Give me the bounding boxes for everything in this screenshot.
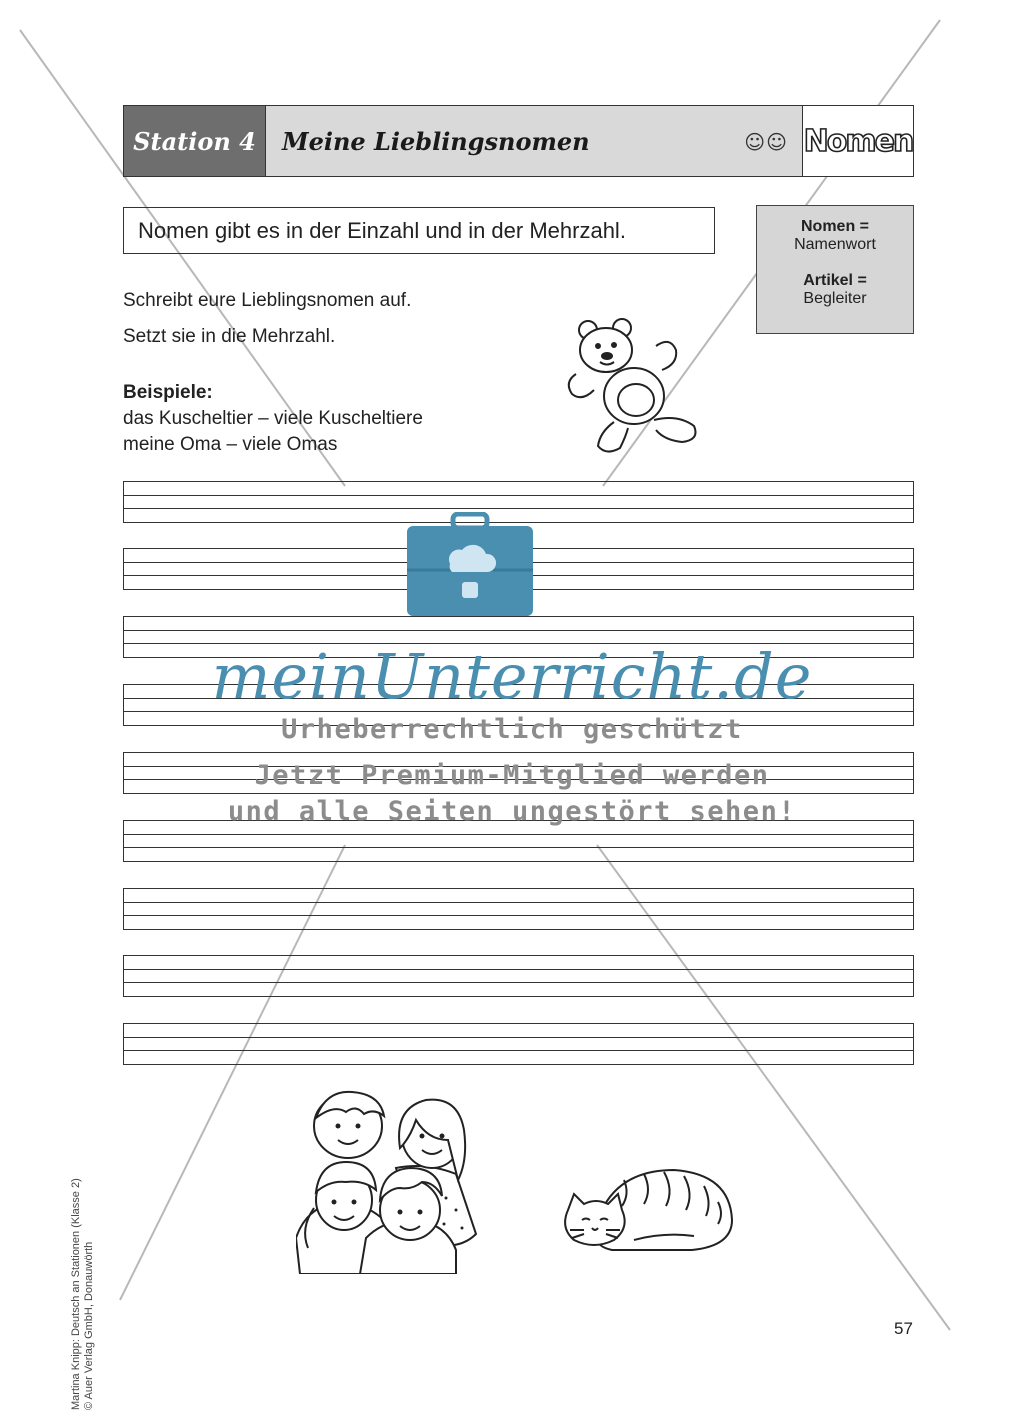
writing-line-set[interactable] <box>123 1023 914 1065</box>
children-illustration <box>296 1088 492 1274</box>
credit-publisher: © Auer Verlag GmbH, Donauwörth <box>83 1241 95 1410</box>
examples <box>123 380 423 458</box>
station-title <box>266 106 803 176</box>
credit-author: Martina Knipp: Deutsch an Stationen (Klasse 2) <box>70 1178 82 1410</box>
example-item: meine Oma – viele Omas <box>123 434 338 455</box>
info-term-nomen: Nomen = <box>800 218 869 235</box>
info-box <box>756 205 914 334</box>
watermark-premium-1: Jetzt Premium-Mitglied werden <box>254 760 770 791</box>
info-term-artikel: Artikel = <box>803 272 867 289</box>
teddy-bear-illustration <box>562 318 710 458</box>
writing-line-set[interactable] <box>123 955 914 997</box>
school-bag-icon <box>405 512 535 618</box>
example-item: das Kuscheltier – viele Kuscheltiere <box>123 408 423 429</box>
rule-text: Nomen gibt es in der Einzahl und in der Mehrzahl. <box>138 217 626 243</box>
page-number: 57 <box>894 1319 913 1338</box>
examples-label: Beispiele: <box>123 382 213 403</box>
writing-line-set[interactable] <box>123 888 914 930</box>
info-def-artikel: Begleiter <box>803 290 867 307</box>
info-def-nomen: Namenwort <box>794 236 876 253</box>
instruction-1: Schreibt eure Lieblingsnomen auf. <box>123 290 412 311</box>
watermark-premium-2: und alle Seiten ungestört sehen! <box>227 796 797 827</box>
copyright-credit <box>70 1178 96 1410</box>
station-header <box>123 105 914 177</box>
difficulty-smileys: ☺☺ <box>744 130 788 154</box>
station-label: Station 4 <box>124 106 266 176</box>
watermark-brand: meinUnterricht.de <box>211 640 813 713</box>
rule-box <box>123 207 715 254</box>
sleeping-cat-illustration <box>564 1166 734 1252</box>
topic-logo: Nomen <box>803 123 913 159</box>
title-text: Meine Lieblingsnomen <box>282 126 590 156</box>
watermark-copyright: Urheberrechtlich geschützt <box>281 714 743 745</box>
instruction-2: Setzt sie in die Mehrzahl. <box>123 326 336 347</box>
